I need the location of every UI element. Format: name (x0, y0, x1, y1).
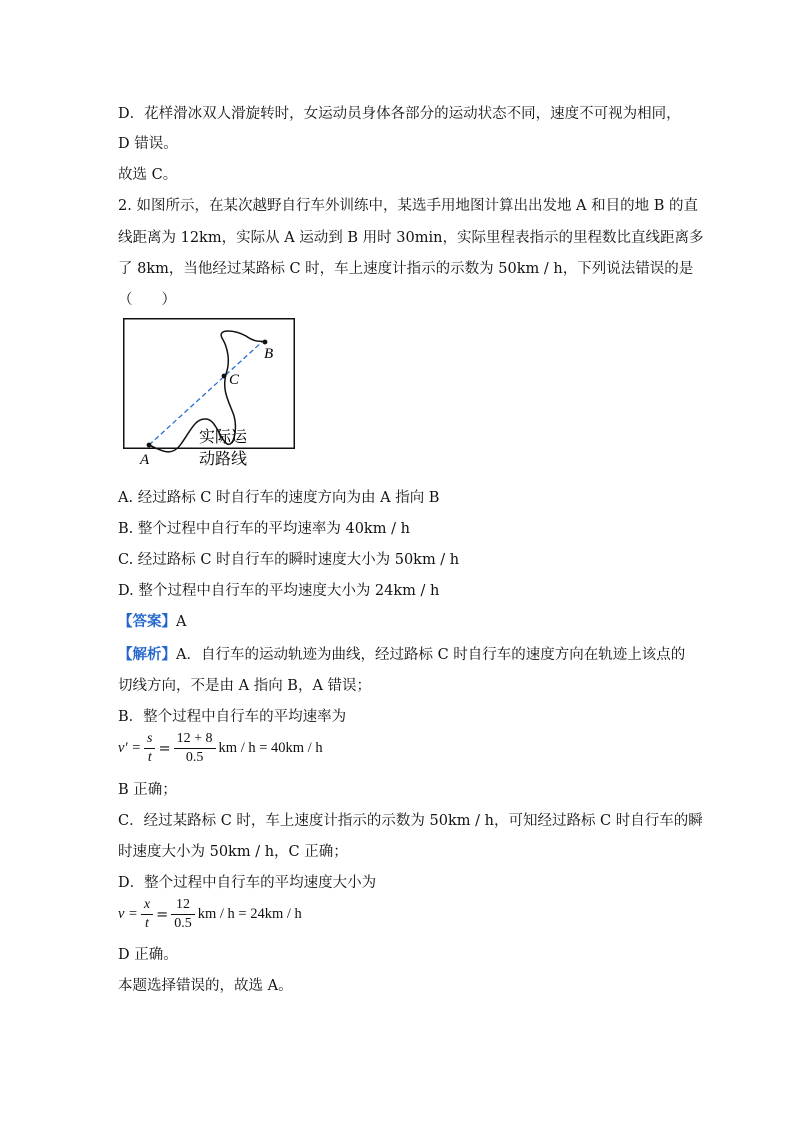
caption-line-2: 动路线 (199, 449, 248, 468)
equals-sign: = (156, 906, 169, 923)
point-c (222, 374, 227, 379)
formula-rhs: km / h = 24km / h (197, 906, 302, 922)
label-b: B (264, 346, 274, 362)
fraction-denominator: 0.5 (174, 916, 192, 931)
explanation-line: 时速度大小为 50km / h，C 正确； (118, 844, 348, 860)
fraction (174, 730, 216, 767)
fraction-numerator: 12 (171, 896, 195, 915)
explanation-line: C．经过某路标 C 时，车上速度计指示的示数为 50km / h，可知经过路标 C 时自行车的瞬 (118, 813, 703, 829)
fraction-denominator: t (145, 916, 149, 931)
fraction (141, 896, 153, 933)
explanation-line (118, 645, 685, 665)
answer-blank: （ ） (118, 292, 176, 308)
question-stem: 线距离为 12km，实际从 A 运动到 B 用时 30min，实际里程表指示的里程数比直线距离多 (118, 230, 704, 246)
question-stem: 了 8km，当他经过某路标 C 时，车上速度计指示的示数为 50km / h，下列说法错误的是 (118, 261, 694, 277)
explanation-line: B．整个过程中自行车的平均速率为 (118, 709, 347, 725)
formula-lhs: v′ = (118, 740, 142, 756)
label-c: C (229, 372, 240, 388)
explanation-line: D 正确。 (118, 947, 178, 963)
option-a: A. 经过路标 C 时自行车的速度方向为由 A 指向 B (118, 490, 440, 506)
fraction (144, 730, 155, 767)
option-d: D. 整个过程中自行车的平均速度大小为 24km / h (118, 583, 440, 599)
explanation-label: 【解析】 (118, 646, 176, 663)
explanation-line: B 正确； (118, 782, 177, 798)
fraction-numerator: s (144, 730, 155, 749)
fraction-numerator: 12 + 8 (174, 730, 216, 749)
option-c: C. 经过路标 C 时自行车的瞬时速度大小为 50km / h (118, 552, 460, 568)
caption-line-1: 实际运 (199, 427, 248, 446)
explanation-text: A．自行车的运动轨迹为曲线，经过路标 C 时自行车的速度方向在轨迹上该点的 (176, 647, 686, 663)
equals-sign: = (158, 740, 171, 757)
text-line: D 错误。 (118, 136, 178, 152)
formula-average-speed (118, 730, 323, 767)
explanation-line: D．整个过程中自行车的平均速度大小为 (118, 875, 377, 891)
formula-average-velocity (118, 896, 302, 933)
text-line: 故选 C。 (118, 167, 178, 183)
option-b: B. 整个过程中自行车的平均速率为 40km / h (118, 521, 410, 537)
fraction-denominator: 0.5 (185, 750, 204, 765)
question-stem: 2. 如图所示，在某次越野自行车外训练中，某选手用地图计算出出发地 A 和目的地 B 的直 (118, 198, 699, 214)
formula-rhs: km / h = 40km / h (218, 740, 323, 756)
point-a (147, 443, 152, 448)
formula-lhs: v = (118, 906, 138, 922)
text-line: D．花样滑冰双人滑旋转时，女运动员身体各部分的运动状态不同，速度不可视为相同， (118, 106, 681, 122)
fraction-denominator: t (147, 750, 152, 765)
answer-value: A (176, 614, 187, 630)
answer-label: 【答案】 (118, 613, 176, 630)
label-a: A (140, 452, 150, 468)
fraction-numerator: x (141, 896, 153, 915)
trajectory-diagram (123, 318, 295, 468)
fraction (171, 896, 195, 933)
explanation-line: 本题选择错误的，故选 A。 (118, 978, 293, 994)
explanation-line: 切线方向，不是由 A 指向 B，A 错误； (118, 678, 372, 694)
point-b (263, 340, 268, 345)
answer-line (118, 612, 186, 632)
